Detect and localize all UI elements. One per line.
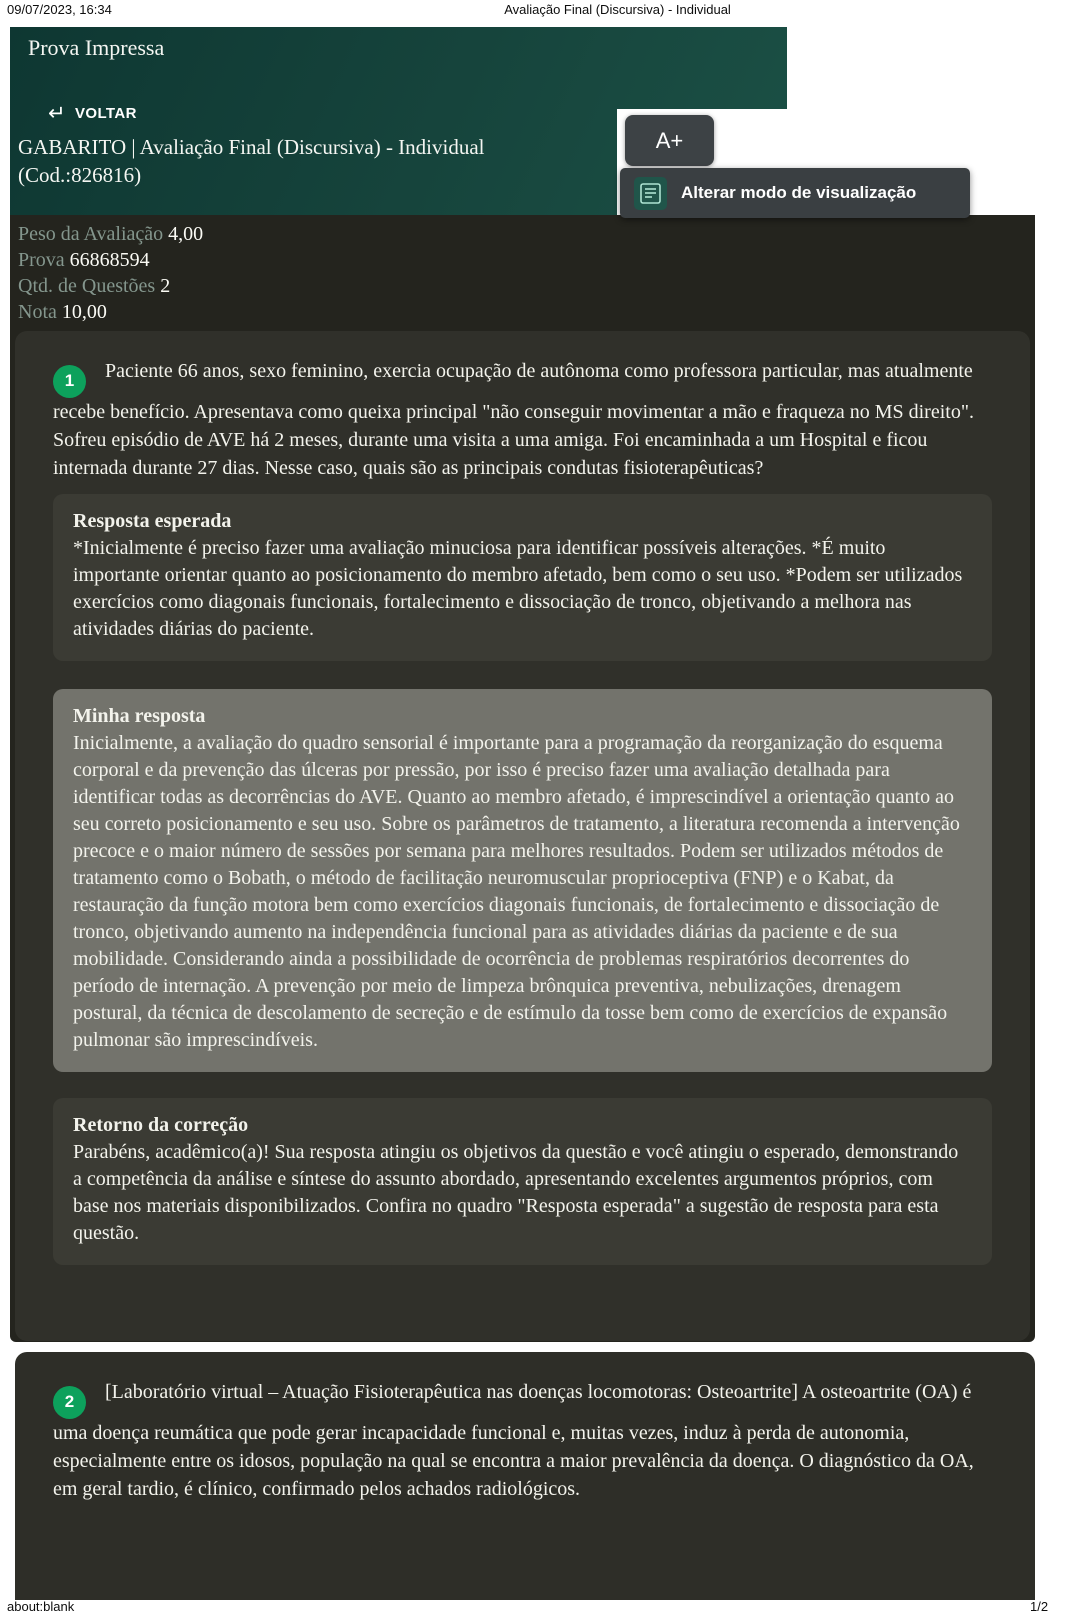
exam-info-row bbox=[18, 299, 1035, 325]
feedback-text: Parabéns, acadêmico(a)! Sua resposta atingiu os objetivos da questão e você atingiu o esperado, demonstrando a competência da análise e síntese do assunto abordado, apresentando excelentes argumentos próprios, com base nos materiais disponibilizados. Confira no quadro "Resposta esperada" a sugestão de resposta para esta questão. bbox=[73, 1140, 959, 1244]
info-value: 2 bbox=[160, 275, 171, 297]
page-title: Prova Impressa bbox=[28, 35, 165, 60]
question-1-text-block bbox=[53, 357, 992, 482]
question-2-text-block bbox=[53, 1378, 997, 1503]
list-lines-icon bbox=[634, 177, 667, 210]
exam-title: GABARITO | Avaliação Final (Discursiva) - Individual (Cod.:826816) bbox=[18, 135, 485, 187]
info-label: Prova bbox=[18, 249, 65, 271]
question-number-badge: 2 bbox=[53, 1386, 86, 1419]
expected-answer-text: *Inicialmente é preciso fazer uma avaliação minuciosa para identificar possíveis alterações. *É muito importante orientar quanto ao posicionamento do membro afetado, bem como o seu uso. *Podem ser utilizados exercícios como diagonais funcionais, fortalecimento e dissociação de tronco, objetivando a melhora nas atividades diárias do paciente. bbox=[73, 536, 963, 640]
info-label: Peso da Avaliação bbox=[18, 223, 164, 245]
view-mode-button[interactable] bbox=[620, 168, 970, 218]
font-size-button[interactable]: A+ bbox=[625, 115, 714, 166]
question-text: [Laboratório virtual – Atuação Fisioterapêutica nas doenças locomotoras: Osteoartrite] A osteoartrite (OA) é uma doença reumática que pode gerar incapacidade funcional e, muitas vezes, induz à perda de autonomia, especialmente entre os idosos, população na qual se encontra a maior prevalência da doença. O diagnóstico da OA, em geral tardio, é clínico, confirmado pelos achados radiológicos. bbox=[53, 1381, 974, 1500]
question-card-1 bbox=[15, 331, 1030, 1341]
info-label: Nota bbox=[18, 301, 57, 323]
print-page-title: Avaliação Final (Discursiva) - Individual bbox=[504, 2, 731, 17]
feedback-title: Retorno da correção bbox=[73, 1113, 249, 1136]
view-mode-button-label: Alterar modo de visualização bbox=[681, 183, 917, 202]
exam-info-row bbox=[18, 221, 1035, 247]
question-text: Paciente 66 anos, sexo feminino, exercia ocupação de autônoma como professora particular, mas atualmente recebe benefício. Apresentava como queixa principal "não conseguir movimentar a mão e fraqueza no MS direito". Sofreu episódio de AVE há 2 meses, durante uma visita a uma amiga. Foi encaminhada a um Hospital e ficou internada durante 27 dias. Nesse caso, quais são as principais condutas fisioterapêuticas? bbox=[53, 360, 974, 479]
question-card-2 bbox=[15, 1352, 1035, 1600]
info-label: Qtd. de Questões bbox=[18, 275, 156, 297]
info-value: 4,00 bbox=[168, 223, 204, 245]
info-value: 66868594 bbox=[69, 249, 150, 271]
question-number-badge: 1 bbox=[53, 365, 86, 398]
my-answer-title: Minha resposta bbox=[73, 704, 206, 727]
expected-answer-title: Resposta esperada bbox=[73, 509, 232, 532]
print-url: about:blank bbox=[7, 1599, 75, 1614]
back-button[interactable] bbox=[48, 103, 137, 124]
return-arrow-icon: ↵ bbox=[48, 102, 66, 125]
expected-answer-box bbox=[53, 494, 992, 661]
exam-info-row bbox=[18, 247, 1035, 273]
print-datetime: 09/07/2023, 16:34 bbox=[7, 2, 112, 17]
my-answer-box bbox=[53, 689, 992, 1072]
exam-info-row bbox=[18, 273, 1035, 299]
exam-info bbox=[10, 215, 1035, 325]
back-button-label: VOLTAR bbox=[75, 105, 137, 122]
print-page-number: 1/2 bbox=[1030, 1599, 1049, 1614]
my-answer-text: Inicialmente, a avaliação do quadro sensorial é importante para a programação da reorganização do esquema corporal e da prevenção das úlceras por pressão, por isso é preciso fazer uma avaliação detalhada para identificar todas as decorrências do AVE. Quanto ao membro afetado, é imprescindível a orientação quanto ao seu correto posicionamento e seu uso. Sobre os parâmetros de tratamento, a literatura recomenda a intervenção precoce e o maior número de sessões por semana para melhores resultados. Podem ser utilizados métodos de tratamento como o Bobath, o método de facilitação neuromuscular proprioceptiva (FNP) e o Kabat, da restauração da função motora bem como exercícios diagonais funcionais, de fortalecimento e dissociação de tronco, objetivando aumento na independência funcional para as atividades diárias da paciente e de sua mobilidade. Considerando ainda a possibilidade de ocorrência de problemas respiratórios decorrentes do período de internação. A prevenção por meio de limpeza brônquica preventiva, nebulizações, drenagem postural, da técnica de descolamento de secreção e de estímulo da tosse bem como de exercícios de expansão pulmonar são imprescindíveis. bbox=[73, 731, 960, 1051]
exam-body bbox=[10, 215, 1035, 1342]
info-value: 10,00 bbox=[61, 301, 107, 323]
feedback-box bbox=[53, 1098, 992, 1265]
